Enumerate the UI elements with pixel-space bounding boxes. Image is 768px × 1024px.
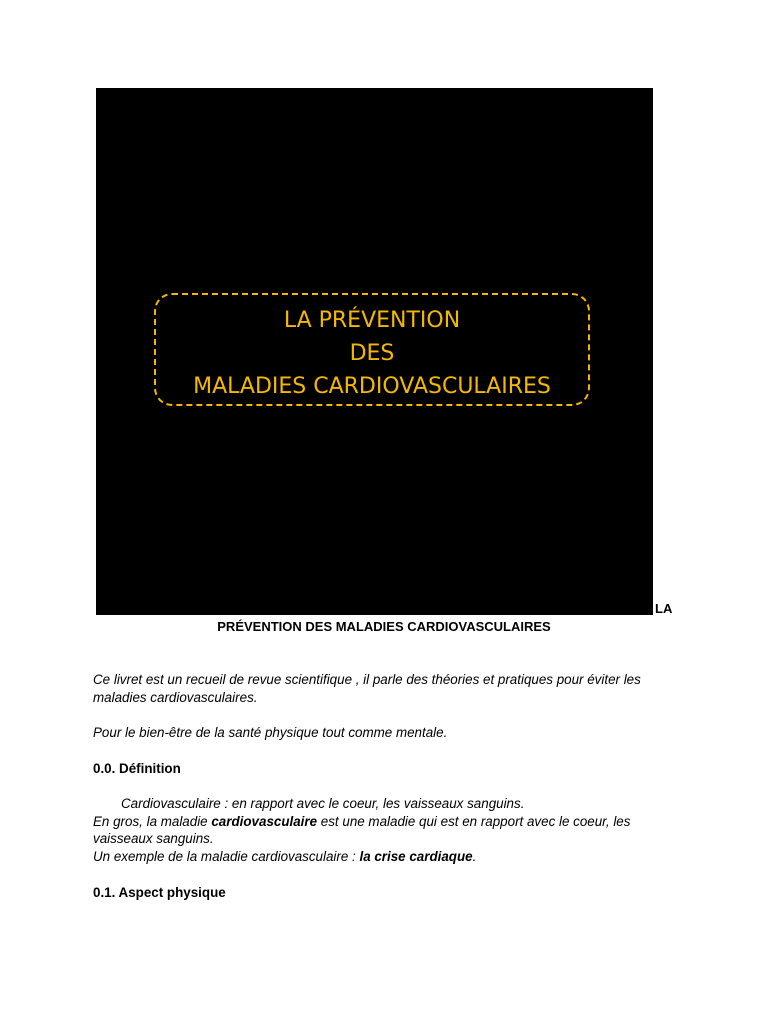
- cover-title: [154, 304, 590, 403]
- definition-example-term: la crise cardiaque: [359, 848, 473, 864]
- document-title: PRÉVENTION DES MALADIES CARDIOVASCULAIRES: [217, 619, 551, 634]
- wellbeing-paragraph: Pour le bien-être de la santé physique tout comme mentale.: [93, 725, 448, 740]
- definition-line-1: Cardiovasculaire : en rapport avec le coeur, les vaisseaux sanguins.: [121, 796, 525, 811]
- cover-title-line-3: MALADIES CARDIOVASCULAIRES: [193, 374, 551, 399]
- definition-line-3-end: .: [472, 848, 477, 864]
- intro-paragraph: Ce livret est un recueil de revue scientifique , il parle des théories et pratiques pour éviter les maladies cardiovasculaires.: [93, 672, 641, 705]
- definition-line-3-start: Un exemple de la maladie cardiovasculaire :: [93, 848, 360, 864]
- definition-heading: 0.0. Définition: [93, 761, 181, 776]
- definition-term-cardiovasculaire: cardiovasculaire: [211, 813, 318, 829]
- cover-title-line-2: DES: [349, 341, 395, 366]
- cover-image: [96, 88, 653, 615]
- definition-line-2-end: est une maladie qui est en rapport avec le coeur, les vaisseaux sanguins.: [93, 813, 631, 846]
- definition-line-2: [93, 813, 693, 848]
- aspect-physique-heading: 0.1. Aspect physique: [93, 885, 226, 900]
- definition-line-2-start: En gros, la maladie: [93, 813, 212, 829]
- cover-title-line-1: LA PRÉVENTION: [283, 308, 461, 333]
- caption-tail: LA: [655, 601, 673, 616]
- definition-body: [93, 795, 693, 865]
- definition-line-3: [93, 848, 693, 866]
